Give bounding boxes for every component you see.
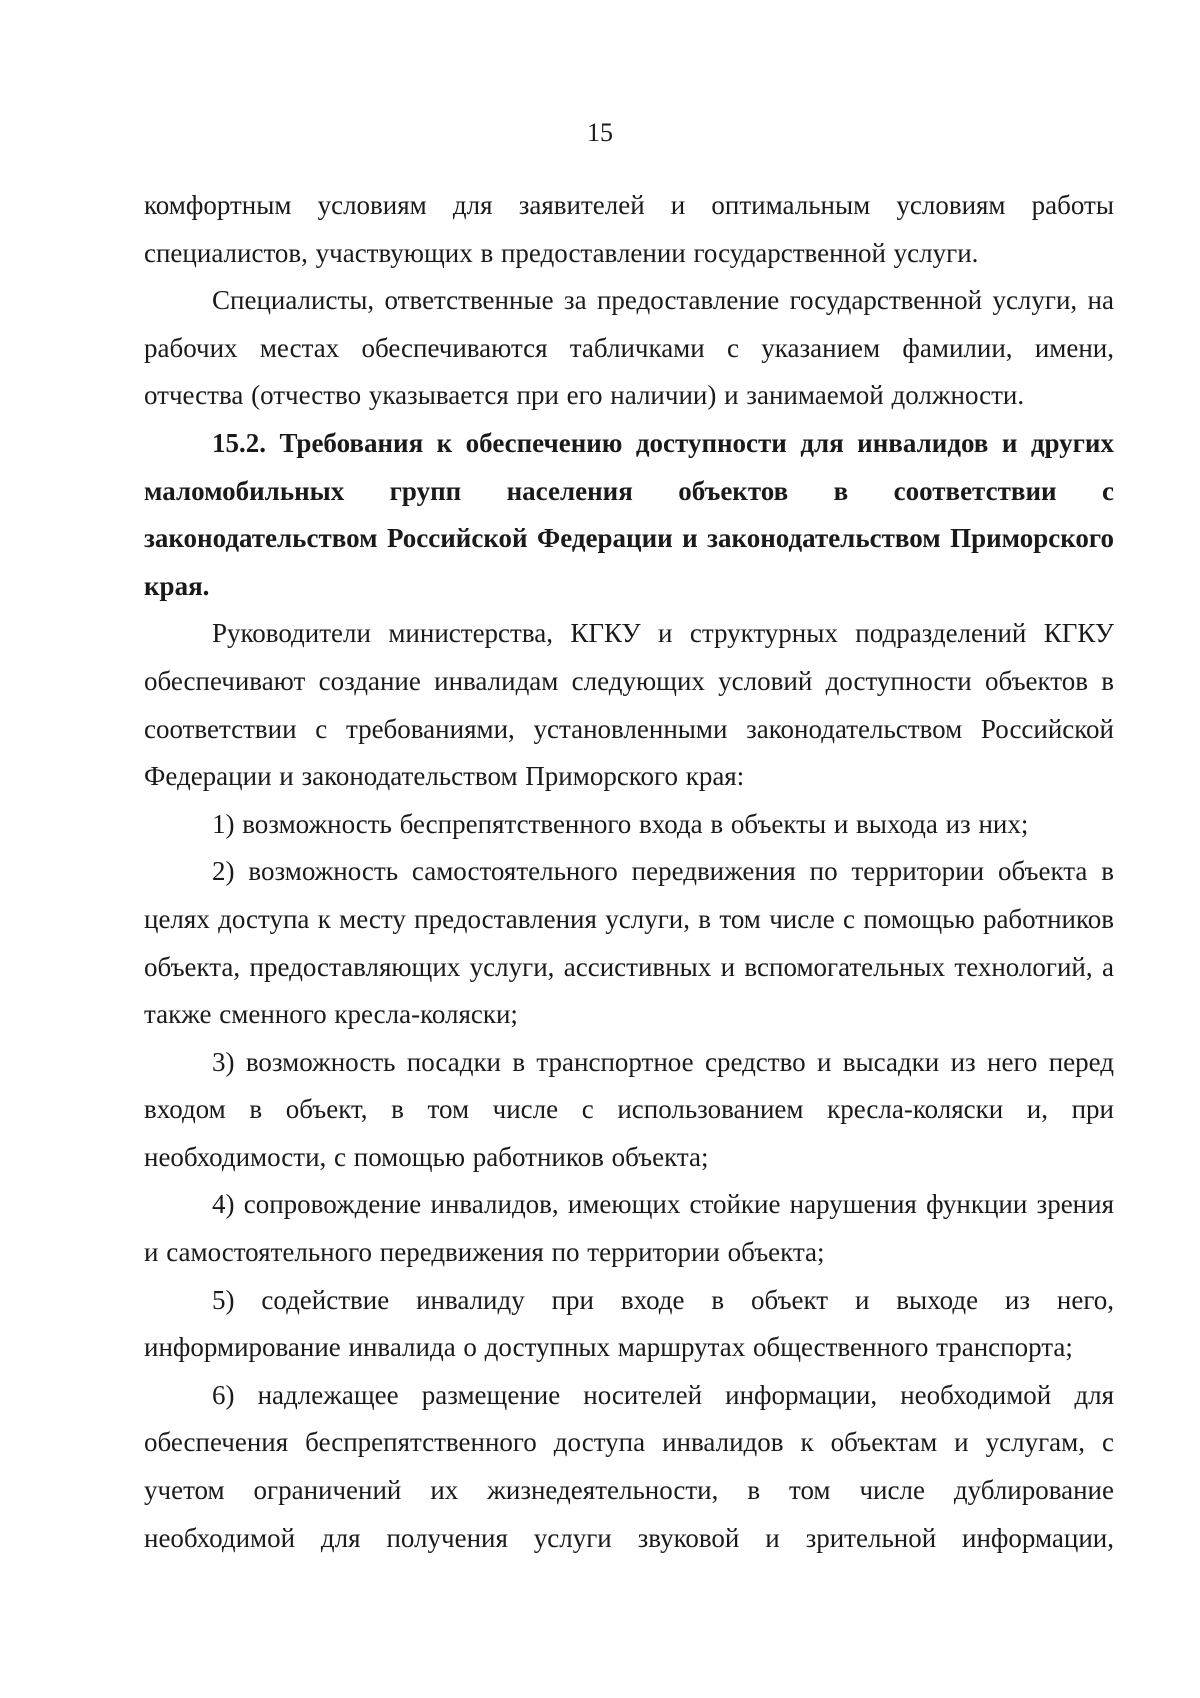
list-item-1: 1) возможность беспрепятственного входа в объекты и выхода из них; xyxy=(212,808,1029,839)
list-item-6: 6) надлежащее размещение носителей информации, необходимой для обеспечения беспрепятственного доступа инвалидов к объектам и услугам, с учетом ограничений их жизнедеятельности, в том числе дублирование необходимой для получения услуги звуковой и зрительной информации, xyxy=(144,1379,1114,1553)
list-item-4: 4) сопровождение инвалидов, имеющих стойкие нарушения функции зрения и самостоятельного передвижения по территории объекта; xyxy=(144,1189,1114,1268)
paragraph-specialists: Специалисты, ответственные за предоставление государственной услуги, на рабочих местах обеспечиваются табличками с указанием фамилии, имени, отчества (отчество указывается при его наличии) и занимаемой должности. xyxy=(144,285,1114,411)
list-item-3: 3) возможность посадки в транспортное средство и высадки из него перед входом в объект, в том числе с использованием кресла-коляски и, при необходимости, с помощью работников объекта; xyxy=(144,1046,1114,1172)
document-body xyxy=(144,182,1114,1562)
list-item-5: 5) содействие инвалиду при входе в объект и выходе из него, информирование инвалида о доступных маршрутах общественного транспорта; xyxy=(144,1284,1114,1363)
page-number: 15 xyxy=(587,118,613,147)
paragraph-managers: Руководители министерства, КГКУ и структурных подразделений КГКУ обеспечивают создание инвалидам следующих условий доступности объектов в соответствии с требованиями, установленными законодательством Российской Федерации и законодательством Приморского края: xyxy=(144,618,1114,792)
list-item-2: 2) возможность самостоятельного передвижения по территории объекта в целях доступа к месту предоставления услуги, в том числе с помощью работников объекта, предоставляющих услуги, ассистивных и вспомогательных технологий, а также сменного кресла-коляски; xyxy=(144,856,1114,1030)
paragraph-continuation: комфортным условиям для заявителей и оптимальным условиям работы специалистов, участвующих в предоставлении государственной услуги. xyxy=(144,190,1114,268)
section-heading-15-2: 15.2. Требования к обеспечению доступности для инвалидов и других маломобильных групп населения объектов в соответствии с законодательством Российской Федерации и законодательством Приморского края. xyxy=(144,427,1114,601)
